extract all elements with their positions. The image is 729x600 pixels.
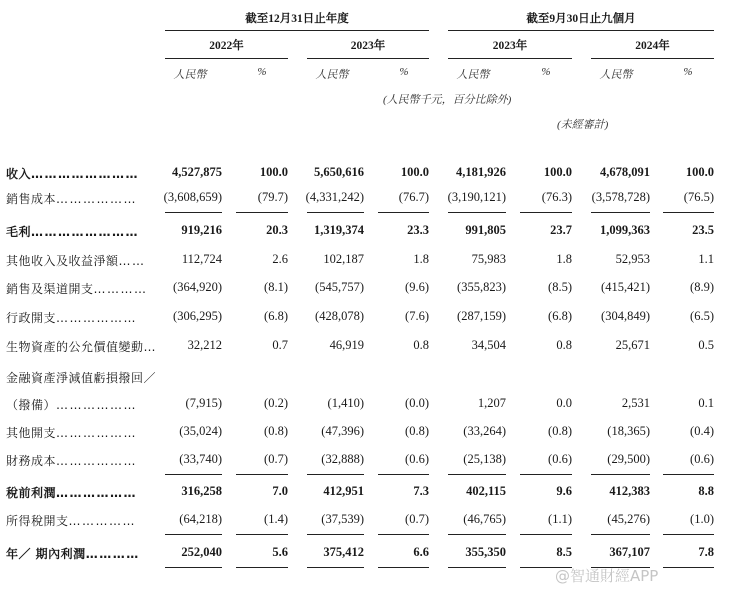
amount-cell: (46,765) — [463, 512, 506, 526]
table-row — [0, 484, 729, 508]
unit-note: (人民幣千元，百分比除外) — [383, 94, 512, 106]
header-annual-rule — [165, 30, 429, 31]
amount-cell: (35,024) — [179, 424, 222, 438]
row-label-text: 行政開支 — [6, 311, 57, 325]
amount-cell: 34,504 — [471, 338, 506, 352]
amount-cell: 402,115 — [466, 484, 506, 498]
year-rule — [591, 58, 714, 59]
percent-cell: (0.7) — [405, 512, 429, 526]
percent-cell: (1.0) — [690, 512, 714, 526]
percent-cell: (0.8) — [264, 424, 288, 438]
year-header-2024-9m: 2024年 — [635, 40, 670, 52]
row-label-text: 稅前利潤 — [6, 486, 57, 500]
percent-cell: 23.7 — [550, 223, 572, 237]
percent-cell: 1.8 — [413, 252, 429, 266]
subtotal-rule — [591, 474, 650, 475]
amount-cell: (7,915) — [185, 396, 222, 410]
row-label — [6, 223, 139, 240]
percent-cell: 7.3 — [413, 484, 429, 498]
year-rule — [307, 58, 429, 59]
row-label — [6, 396, 137, 413]
col-pct-header: % — [541, 66, 551, 78]
percent-cell: (6.8) — [548, 309, 572, 323]
amount-cell: (3,578,728) — [591, 190, 650, 204]
table-row — [0, 252, 729, 276]
col-rmb-header: 人民幣 — [315, 69, 349, 81]
row-label-text: 所得稅開支 — [6, 514, 69, 528]
percent-cell: (6.8) — [264, 309, 288, 323]
percent-cell: (7.6) — [405, 309, 429, 323]
amount-cell: (47,396) — [321, 424, 364, 438]
amount-cell: 102,187 — [323, 252, 364, 266]
table-row — [0, 280, 729, 304]
percent-cell: (0.6) — [690, 452, 714, 466]
year-header-2023: 2023年 — [350, 40, 386, 52]
percent-cell: 8.8 — [698, 484, 714, 498]
row-label — [6, 280, 148, 297]
percent-cell: 23.3 — [407, 223, 429, 237]
amount-cell: 252,040 — [181, 545, 222, 559]
amount-cell: (287,159) — [457, 309, 506, 323]
percent-cell: 0.7 — [272, 338, 288, 352]
percent-cell: (8.5) — [548, 280, 572, 294]
col-pct-header: % — [683, 66, 693, 78]
percent-cell: (76.7) — [398, 190, 429, 204]
subtotal-rule — [378, 474, 429, 475]
amount-cell: (4,331,242) — [305, 190, 364, 204]
amount-cell: (33,740) — [179, 452, 222, 466]
amount-cell: 4,678,091 — [600, 165, 650, 179]
amount-cell: 316,258 — [181, 484, 222, 498]
percent-cell: 1.1 — [698, 252, 714, 266]
table-row — [0, 396, 729, 420]
row-label — [6, 369, 156, 386]
percent-cell: 100.0 — [685, 165, 714, 179]
amount-cell: (45,276) — [607, 512, 650, 526]
subtotal-rule — [591, 534, 650, 535]
row-label — [6, 484, 137, 501]
subtotal-rule — [236, 474, 288, 475]
row-label-text: 銷售及渠道開支 — [6, 282, 94, 296]
row-label-text: 生物資產的公允價值變動 — [6, 340, 144, 354]
percent-cell: 0.8 — [413, 338, 429, 352]
col-rmb-header: 人民幣 — [599, 69, 633, 81]
amount-cell: (18,365) — [607, 424, 650, 438]
percent-cell: 100.0 — [259, 165, 288, 179]
subtotal-rule — [663, 212, 714, 213]
percent-cell: (0.6) — [405, 452, 429, 466]
subtotal-rule — [520, 212, 572, 213]
amount-cell: 1,207 — [477, 396, 506, 410]
percent-cell: (6.5) — [690, 309, 714, 323]
amount-cell: (25,138) — [463, 452, 506, 466]
row-label — [6, 309, 137, 326]
col-rmb-header: 人民幣 — [456, 69, 490, 81]
subtotal-rule — [663, 534, 714, 535]
amount-cell: 4,181,926 — [456, 165, 506, 179]
percent-cell: (0.7) — [264, 452, 288, 466]
percent-cell: 0.0 — [556, 396, 572, 410]
watermark: @智通財經APP — [555, 567, 659, 585]
row-label-text: 財務成本 — [6, 454, 57, 468]
subtotal-rule — [520, 474, 572, 475]
header-nine-month-period: 截至9月30日止九個月 — [526, 13, 636, 25]
subtotal-rule — [236, 567, 288, 568]
subtotal-rule — [448, 212, 506, 213]
percent-cell: (0.8) — [405, 424, 429, 438]
percent-cell: (76.3) — [541, 190, 572, 204]
percent-cell: 5.6 — [272, 545, 288, 559]
amount-cell: (3,608,659) — [163, 190, 222, 204]
subtotal-rule — [307, 534, 364, 535]
percent-cell: 20.3 — [266, 223, 288, 237]
header-annual-period: 截至12月31日止年度 — [245, 13, 349, 25]
percent-cell: 23.5 — [692, 223, 714, 237]
leader-dots: …………………… — [31, 167, 140, 181]
amount-cell: 355,350 — [465, 545, 506, 559]
row-label — [6, 252, 146, 269]
leader-dots: …………………… — [31, 225, 140, 239]
row-label-text: 其他收入及收益淨額 — [6, 254, 119, 268]
col-pct-header: % — [257, 66, 267, 78]
row-label-text: 其他開支 — [6, 426, 57, 440]
leader-dots: …… — [118, 254, 146, 268]
percent-cell: (8.1) — [264, 280, 288, 294]
col-rmb-header: 人民幣 — [173, 69, 207, 81]
subtotal-rule — [378, 534, 429, 535]
amount-cell: 412,383 — [609, 484, 650, 498]
table-row — [0, 424, 729, 448]
amount-cell: 1,319,374 — [314, 223, 364, 237]
amount-cell: 75,983 — [471, 252, 506, 266]
amount-cell: (37,539) — [321, 512, 364, 526]
amount-cell: (33,264) — [463, 424, 506, 438]
subtotal-rule — [378, 212, 429, 213]
leader-dots: ……………… — [56, 454, 138, 468]
leader-dots: …………… — [68, 514, 137, 528]
subtotal-rule — [448, 534, 506, 535]
leader-dots: ……………… — [56, 426, 138, 440]
table-row — [0, 309, 729, 333]
amount-cell: 112,724 — [181, 252, 222, 266]
amount-cell: 412,951 — [323, 484, 364, 498]
table-row — [0, 165, 729, 189]
year-header-2023-9m: 2023年 — [492, 40, 528, 52]
amount-cell: 32,212 — [187, 338, 222, 352]
year-header-2022: 2022年 — [209, 40, 244, 52]
leader-dots: ……………… — [56, 192, 138, 206]
subtotal-rule — [236, 212, 288, 213]
leader-dots: ……………… — [56, 486, 138, 500]
subtotal-rule — [307, 212, 364, 213]
header-nine-month-rule — [448, 30, 714, 31]
percent-cell: (1.4) — [264, 512, 288, 526]
percent-cell: (79.7) — [257, 190, 288, 204]
table-row — [0, 223, 729, 247]
amount-cell: (355,823) — [457, 280, 506, 294]
year-rule — [448, 58, 572, 59]
percent-cell: (0.2) — [264, 396, 288, 410]
subtotal-rule — [307, 567, 364, 568]
row-label-text: 毛利 — [6, 225, 32, 239]
table-row — [0, 338, 729, 362]
leader-dots: ………… — [93, 282, 148, 296]
percent-cell: 6.6 — [413, 545, 429, 559]
table-row — [0, 512, 729, 536]
amount-cell: 367,107 — [609, 545, 650, 559]
subtotal-rule — [663, 567, 714, 568]
leader-dots: ………… — [85, 547, 140, 561]
amount-cell: (428,078) — [315, 309, 364, 323]
percent-cell: 0.1 — [698, 396, 714, 410]
leader-dots: ……………… — [56, 398, 138, 412]
amount-cell: (304,849) — [601, 309, 650, 323]
amount-cell: (29,500) — [607, 452, 650, 466]
subtotal-rule — [236, 534, 288, 535]
percent-cell: 8.5 — [556, 545, 572, 559]
row-label — [6, 545, 140, 562]
year-rule — [165, 58, 288, 59]
amount-cell: 1,099,363 — [600, 223, 650, 237]
percent-cell: (1.1) — [548, 512, 572, 526]
amount-cell: 375,412 — [323, 545, 364, 559]
percent-cell: 100.0 — [543, 165, 572, 179]
amount-cell: 919,216 — [181, 223, 222, 237]
amount-cell: (306,295) — [173, 309, 222, 323]
col-pct-header: % — [399, 66, 409, 78]
subtotal-rule — [307, 474, 364, 475]
amount-cell: 2,531 — [621, 396, 650, 410]
row-label — [6, 190, 137, 207]
subtotal-rule — [448, 567, 506, 568]
table-row — [0, 190, 729, 214]
row-label-text: 金融資產淨減值虧損撥回／ — [6, 371, 157, 385]
amount-cell: (3,190,121) — [447, 190, 506, 204]
subtotal-rule — [165, 534, 222, 535]
percent-cell: (8.9) — [690, 280, 714, 294]
subtotal-rule — [165, 212, 222, 213]
percent-cell: (0.8) — [548, 424, 572, 438]
percent-cell: 0.8 — [556, 338, 572, 352]
row-label-text: 年／ 期內利潤 — [6, 547, 86, 561]
percent-cell: 2.6 — [272, 252, 288, 266]
percent-cell: (0.4) — [690, 424, 714, 438]
table-row — [0, 452, 729, 476]
subtotal-rule — [165, 474, 222, 475]
percent-cell: 100.0 — [400, 165, 429, 179]
row-label — [6, 512, 136, 529]
percent-cell: 9.6 — [556, 484, 572, 498]
percent-cell: (0.6) — [548, 452, 572, 466]
amount-cell: 991,805 — [465, 223, 506, 237]
row-label — [6, 424, 137, 441]
row-label — [6, 338, 157, 355]
row-label — [6, 452, 137, 469]
amount-cell: (32,888) — [321, 452, 364, 466]
percent-cell: 7.8 — [698, 545, 714, 559]
amount-cell: (545,757) — [315, 280, 364, 294]
leader-dots: … — [143, 340, 158, 354]
percent-cell: 1.8 — [556, 252, 572, 266]
subtotal-rule — [591, 212, 650, 213]
amount-cell: (1,410) — [327, 396, 364, 410]
row-label-text: 銷售成本 — [6, 192, 57, 206]
amount-cell: 5,650,616 — [314, 165, 364, 179]
amount-cell: 4,527,875 — [172, 165, 222, 179]
subtotal-rule — [378, 567, 429, 568]
subtotal-rule — [520, 534, 572, 535]
amount-cell: 46,919 — [329, 338, 364, 352]
subtotal-rule — [448, 474, 506, 475]
percent-cell: (0.0) — [405, 396, 429, 410]
amount-cell: 25,671 — [615, 338, 650, 352]
percent-cell: (9.6) — [405, 280, 429, 294]
percent-cell: 0.5 — [698, 338, 714, 352]
unaudited-note: (未經審計) — [557, 119, 609, 131]
amount-cell: 52,953 — [615, 252, 650, 266]
amount-cell: (364,920) — [173, 280, 222, 294]
table-row — [0, 369, 729, 393]
row-label — [6, 165, 139, 182]
subtotal-rule — [663, 474, 714, 475]
row-label-text: 收入 — [6, 167, 32, 181]
subtotal-rule — [165, 567, 222, 568]
leader-dots: ……………… — [56, 311, 138, 325]
percent-cell: 7.0 — [272, 484, 288, 498]
percent-cell: (76.5) — [683, 190, 714, 204]
amount-cell: (415,421) — [601, 280, 650, 294]
amount-cell: (64,218) — [179, 512, 222, 526]
row-label-text: （撥備） — [6, 398, 57, 412]
